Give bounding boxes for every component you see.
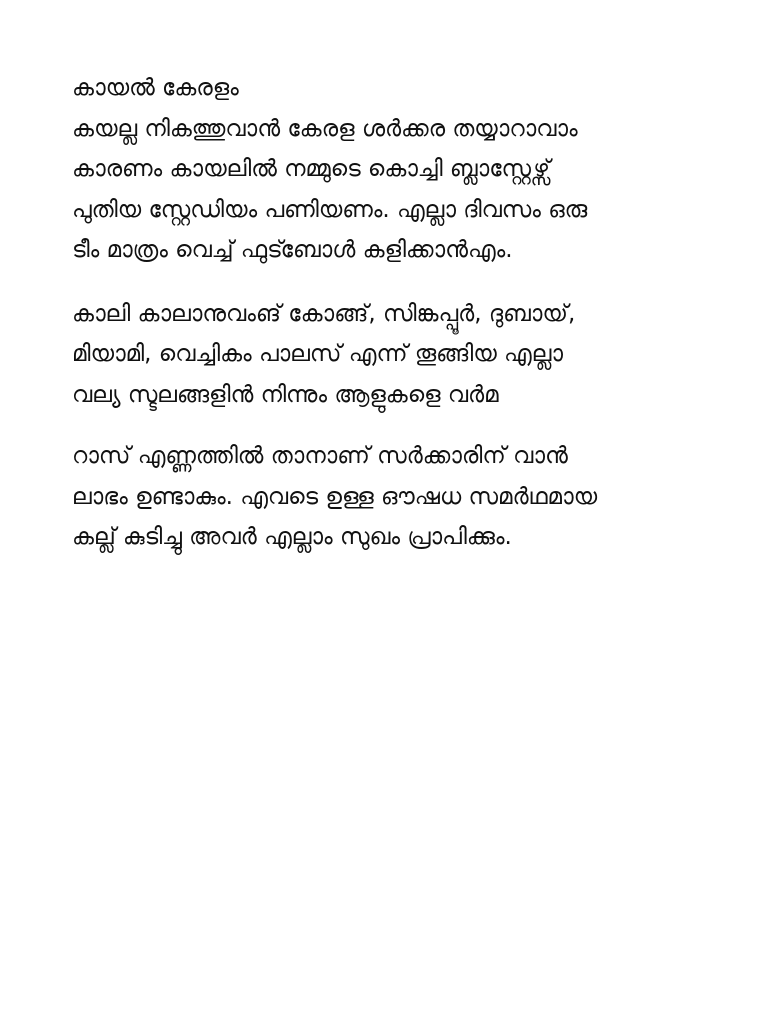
text-line: വല്യ സ്ടലങ്ങളിൻ നിന്നും ആളുകളെ വർമ — [72, 381, 499, 408]
text-line: മിയാമി, വെച്ചികം പാലസ് എന്ന് തൂങ്ങിയ എല്ലാ — [72, 341, 564, 367]
text-line: ടീം മാത്രം വെച്ച് ഫുട്ബോൾ കളിക്കാൻഎം. — [72, 237, 513, 263]
paragraph-2 — [72, 294, 712, 416]
text-line: കാരണം കായലിൽ നമ്മുടെ കൊച്ചി ബ്ലാസ്റ്റേഴ്സ് — [72, 156, 551, 182]
text-line: റാസ് എണ്ണത്തിൽ താനാണ് സർക്കാരിന് വാൻ — [72, 443, 568, 469]
document-body — [72, 68, 712, 558]
text-line: കാലി കാലാനുവംങ് കോങ്ങ്, സിങ്കപ്പൂർ, ദുബായ്, — [72, 300, 576, 327]
document-title: കായൽ കേരളം — [72, 75, 239, 101]
text-line: ലാഭം ഉണ്ടാകും. എവടെ ഉള്ള ഔഷധ സമർഥമായ — [72, 483, 598, 510]
paragraph-1 — [72, 68, 712, 271]
paragraph-3 — [72, 436, 712, 558]
text-line: കയല്ല നികത്തുവാൻ കേരള ശർക്കര തയ്യാറാവാം — [72, 115, 578, 142]
text-line: കല്ല് കുടിച്ചു അവർ എല്ലാം സുഖം പ്രാപിക്കും. — [72, 524, 512, 550]
text-line: പുതിയ സ്റ്റേഡിയം പണിയണം. എല്ലാ ദിവസം ഒരു — [72, 196, 588, 223]
